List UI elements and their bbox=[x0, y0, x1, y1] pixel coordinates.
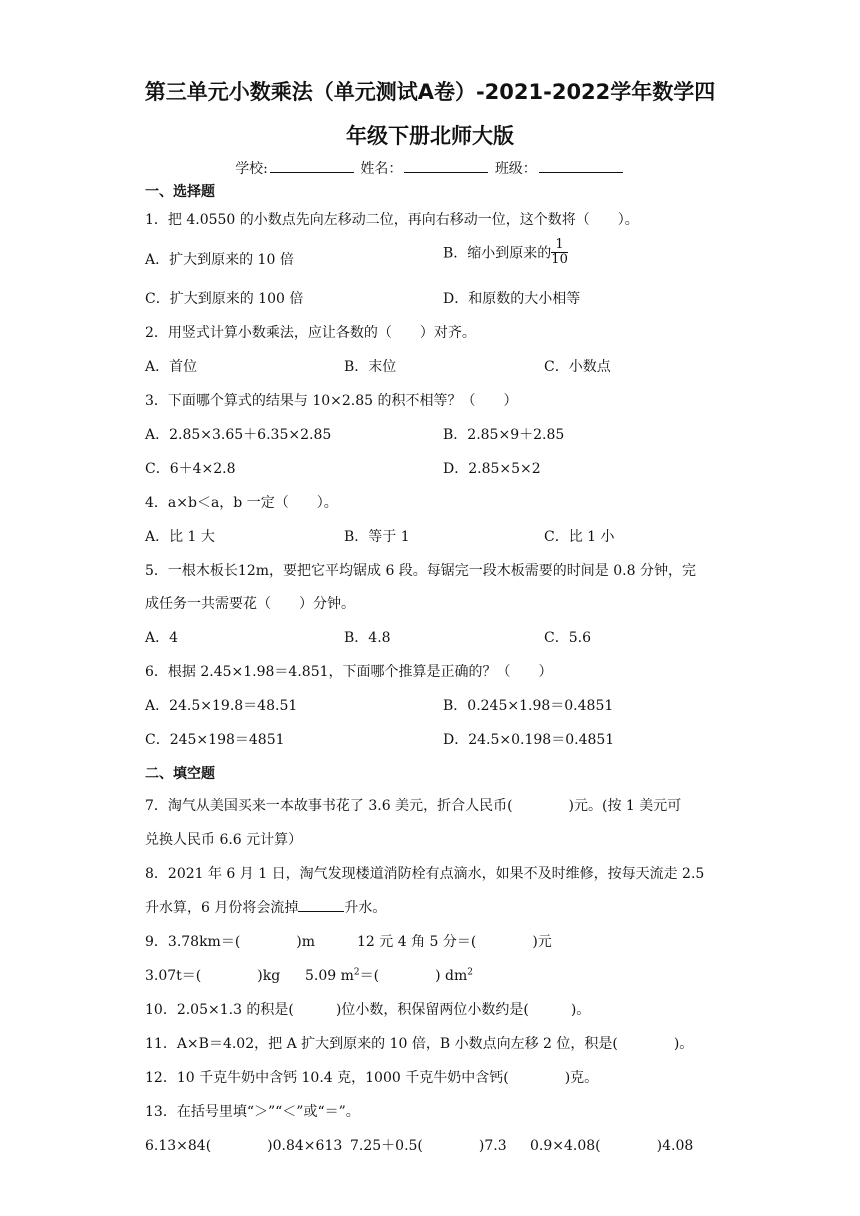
question-5-option-b[interactable]: B．4.8 bbox=[344, 630, 391, 646]
question-3-stem: 3．下面哪个算式的结果与 10×2.85 的积不相等？（ ） bbox=[145, 393, 518, 409]
question-6-option-c[interactable]: C．245×198＝4851 bbox=[145, 732, 285, 748]
question-2-option-b[interactable]: B．末位 bbox=[344, 359, 397, 375]
page-title-line2: 年级下册北师大版 bbox=[346, 124, 514, 148]
question-7-line2: 兑换人民币 6.6 元计算） bbox=[145, 832, 303, 848]
name-label: 姓名： bbox=[360, 161, 403, 177]
student-info-row bbox=[0, 158, 860, 178]
question-13-stem: 13．在括号里填“＞”“＜”或“＝”。 bbox=[145, 1104, 360, 1120]
question-9-part-4 bbox=[305, 965, 473, 985]
question-9-part-1: 9．3.78km＝( )m bbox=[145, 934, 316, 950]
school-blank[interactable] bbox=[270, 158, 354, 173]
question-11: 11．A×B＝4.02，把 A 扩大到原来的 10 倍，B 小数点向左移 2 位，积是( )。 bbox=[145, 1036, 694, 1052]
question-4-option-a[interactable]: A．比 1 大 bbox=[145, 529, 215, 545]
question-8-line2-suffix: 升水。 bbox=[344, 900, 387, 916]
fraction-one-tenth bbox=[551, 238, 568, 267]
question-2-option-a[interactable]: A．首位 bbox=[145, 359, 198, 375]
class-label: 班级： bbox=[494, 161, 537, 177]
question-8-line2 bbox=[145, 897, 386, 917]
question-1-option-b[interactable] bbox=[443, 238, 568, 267]
question-3-option-d[interactable]: D．2.85×5×2 bbox=[443, 461, 541, 477]
question-6-stem: 6．根据 2.45×1.98＝4.851，下面哪个推算是正确的？（ ） bbox=[145, 664, 553, 680]
class-blank[interactable] bbox=[539, 158, 623, 173]
question-8-line2-prefix: 升水算，6 月份将会流掉 bbox=[145, 900, 299, 916]
question-3-option-a[interactable]: A．2.85×3.65＋6.35×2.85 bbox=[145, 427, 332, 443]
square-superscript: 2 bbox=[353, 967, 360, 978]
question-6-option-d[interactable]: D．24.5×0.198＝0.4851 bbox=[443, 732, 615, 748]
question-2-stem: 2．用竖式计算小数乘法，应让各数的（ ）对齐。 bbox=[145, 325, 476, 341]
question-7-line1: 7．淘气从美国买来一本故事书花了 3.6 美元，折合人民币( )元。(按 1 美元可 bbox=[145, 798, 682, 814]
page-title-line1: 第三单元小数乘法（单元测试A卷）-2021-2022学年数学四 bbox=[144, 80, 716, 104]
question-1-stem: 1．把 4.0550 的小数点先向左移动二位，再向右移动一位，这个数将（ ）。 bbox=[145, 212, 639, 228]
fraction-numerator: 1 bbox=[551, 238, 568, 253]
name-blank[interactable] bbox=[404, 158, 488, 173]
question-5-stem-line1: 5．一根木板长12m，要把它平均锯成 6 段。每锯完一段木板需要的时间是 0.8 分钟，完 bbox=[145, 563, 696, 579]
question-3-option-b[interactable]: B．2.85×9＋2.85 bbox=[443, 427, 565, 443]
question-10: 10．2.05×1.3 的积是( )位小数，积保留两位小数约是( )。 bbox=[145, 1002, 591, 1018]
question-3-option-c[interactable]: C．6＋4×2.8 bbox=[145, 461, 236, 477]
school-label: 学校: bbox=[235, 161, 268, 177]
question-1-option-d[interactable]: D．和原数的大小相等 bbox=[443, 291, 581, 307]
question-4-option-c[interactable]: C．比 1 小 bbox=[544, 529, 615, 545]
fraction-denominator: 10 bbox=[551, 252, 568, 267]
question-13-part-3: 0.9×4.08( )4.08 bbox=[530, 1138, 694, 1154]
question-9-part-3: 3.07t＝( )kg bbox=[145, 968, 281, 984]
question-1-option-b-label: B．缩小到原来的 bbox=[443, 245, 552, 262]
question-1-option-c[interactable]: C．扩大到原来的 100 倍 bbox=[145, 291, 304, 307]
section-choice-heading: 一、选择题 bbox=[145, 184, 215, 200]
question-13-part-1: 6.13×84( )0.84×613 bbox=[145, 1138, 343, 1154]
question-9-part-4-mid: ＝( ) dm bbox=[359, 968, 468, 984]
question-9-part-2: 12 元 4 角 5 分＝( )元 bbox=[357, 934, 552, 950]
question-8-line1: 8．2021 年 6 月 1 日，淘气发现楼道消防栓有点滴水，如果不及时维修，按每天流走 2.5 bbox=[145, 866, 705, 882]
question-2-option-c[interactable]: C．小数点 bbox=[544, 359, 611, 375]
question-9-part-4-prefix: 5.09 m bbox=[305, 968, 354, 984]
question-5-option-c[interactable]: C．5.6 bbox=[544, 630, 591, 646]
square-superscript-2: 2 bbox=[467, 967, 473, 978]
question-13-part-2: 7.25＋0.5( )7.3 bbox=[350, 1138, 507, 1154]
section-fill-heading: 二、填空题 bbox=[145, 766, 215, 782]
question-8-answer-blank[interactable] bbox=[298, 899, 344, 912]
question-12: 12．10 千克牛奶中含钙 10.4 克，1000 千克牛奶中含钙( )克。 bbox=[145, 1070, 599, 1086]
question-5-option-a[interactable]: A．4 bbox=[145, 630, 179, 646]
question-4-stem: 4．a×b＜a，b 一定（ ）。 bbox=[145, 495, 338, 511]
question-4-option-b[interactable]: B．等于 1 bbox=[344, 529, 410, 545]
question-6-option-b[interactable]: B．0.245×1.98＝0.4851 bbox=[443, 698, 614, 714]
question-5-stem-line2: 成任务一共需要花（ ）分钟。 bbox=[145, 596, 355, 612]
question-1-option-a[interactable]: A．扩大到原来的 10 倍 bbox=[145, 252, 294, 268]
question-6-option-a[interactable]: A．24.5×19.8＝48.51 bbox=[145, 698, 298, 714]
